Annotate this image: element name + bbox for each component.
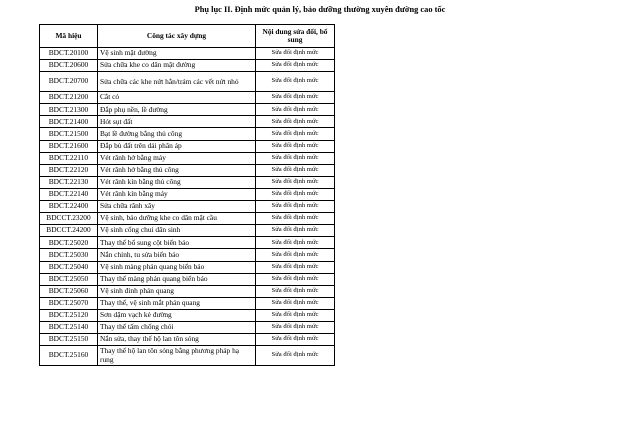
code-cell: BDCT.25070: [40, 297, 98, 309]
table-row: [40, 152, 335, 164]
table-row: [40, 249, 335, 261]
note-cell: Sửa đổi định mức: [256, 176, 335, 188]
note-cell: Sửa đổi định mức: [256, 48, 335, 60]
table-row: [40, 309, 335, 321]
table-row: [40, 164, 335, 176]
table-row: [40, 92, 335, 104]
code-cell: BDCT.22110: [40, 152, 98, 164]
note-cell: Sửa đổi định mức: [256, 164, 335, 176]
table-row: [40, 261, 335, 273]
code-cell: BDCT.21600: [40, 140, 98, 152]
table-row: [40, 60, 335, 72]
note-cell: Sửa đổi định mức: [256, 321, 335, 333]
work-cell: Sơn dặm vạch kẻ đường: [98, 309, 256, 321]
code-cell: BDCT.22140: [40, 188, 98, 200]
code-cell: BDCT.25160: [40, 346, 98, 366]
code-cell: BDCT.22130: [40, 176, 98, 188]
table-row: [40, 297, 335, 309]
work-cell: Thay thế hộ lan tôn sóng bằng phương pháp hạ rung: [98, 346, 256, 366]
work-cell: Vét rãnh hở bằng thủ công: [98, 164, 256, 176]
header-code: Mã hiệu: [40, 25, 98, 48]
note-cell: Sửa đổi định mức: [256, 140, 335, 152]
work-cell: Vệ sinh, bảo dưỡng khe co dãn mặt cầu: [98, 213, 256, 225]
code-cell: BDCT.25150: [40, 334, 98, 346]
table-row: [40, 225, 335, 237]
work-cell: Bạt lề đường bằng thủ công: [98, 128, 256, 140]
table-row: [40, 285, 335, 297]
table-row: [40, 321, 335, 333]
note-cell: Sửa đổi định mức: [256, 201, 335, 213]
code-cell: BDCT.22400: [40, 201, 98, 213]
note-cell: Sửa đổi định mức: [256, 249, 335, 261]
work-cell: Nắn sửa, thay thế hộ lan tôn sóng: [98, 334, 256, 346]
work-cell: Vét rãnh kín bằng máy: [98, 188, 256, 200]
table-row: [40, 116, 335, 128]
table-row: [40, 334, 335, 346]
code-cell: BDCCT.23200: [40, 213, 98, 225]
work-cell: Vét rãnh kín bằng thủ công: [98, 176, 256, 188]
code-cell: BDCT.22120: [40, 164, 98, 176]
code-cell: BDCT.20700: [40, 72, 98, 92]
work-cell: Hót sụt đất: [98, 116, 256, 128]
work-cell: Sửa chữa khe co dãn mặt đường: [98, 60, 256, 72]
work-cell: Cắt cỏ: [98, 92, 256, 104]
code-cell: BDCT.25040: [40, 261, 98, 273]
code-cell: BDCT.25030: [40, 249, 98, 261]
work-cell: Nắn chỉnh, tu sửa biển báo: [98, 249, 256, 261]
note-cell: Sửa đổi định mức: [256, 237, 335, 249]
table-row: [40, 72, 335, 92]
note-cell: Sửa đổi định mức: [256, 285, 335, 297]
note-cell: Sửa đổi định mức: [256, 273, 335, 285]
code-cell: BDCT.21200: [40, 92, 98, 104]
note-cell: Sửa đổi định mức: [256, 346, 335, 366]
code-cell: BDCT.25140: [40, 321, 98, 333]
work-cell: Vệ sinh đinh phản quang: [98, 285, 256, 297]
header-note: Nội dung sửa đổi, bổ sung: [256, 25, 335, 48]
note-cell: Sửa đổi định mức: [256, 334, 335, 346]
table-body: [40, 48, 335, 366]
note-cell: Sửa đổi định mức: [256, 213, 335, 225]
code-cell: BDCT.25120: [40, 309, 98, 321]
code-cell: BDCT.25050: [40, 273, 98, 285]
table-row: [40, 128, 335, 140]
code-cell: BDCT.20600: [40, 60, 98, 72]
code-cell: BDCCT.24200: [40, 225, 98, 237]
table-row: [40, 213, 335, 225]
note-cell: Sửa đổi định mức: [256, 72, 335, 92]
note-cell: Sửa đổi định mức: [256, 128, 335, 140]
code-cell: BDCT.21500: [40, 128, 98, 140]
work-cell: Thay thế, vệ sinh mắt phản quang: [98, 297, 256, 309]
header-work: Công tác xây dựng: [98, 25, 256, 48]
table-row: [40, 104, 335, 116]
table-row: [40, 140, 335, 152]
table-row: [40, 48, 335, 60]
note-cell: Sửa đổi định mức: [256, 225, 335, 237]
work-cell: Đắp phụ nền, lề đường: [98, 104, 256, 116]
note-cell: Sửa đổi định mức: [256, 92, 335, 104]
work-cell: Vệ sinh cống chui dân sinh: [98, 225, 256, 237]
code-cell: BDCT.25020: [40, 237, 98, 249]
note-cell: Sửa đổi định mức: [256, 60, 335, 72]
note-cell: Sửa đổi định mức: [256, 188, 335, 200]
note-cell: Sửa đổi định mức: [256, 297, 335, 309]
table-row: [40, 201, 335, 213]
work-cell: Thay thế màng phản quang biển báo: [98, 273, 256, 285]
note-cell: Sửa đổi định mức: [256, 261, 335, 273]
work-cell: Thay thế tấm chống chói: [98, 321, 256, 333]
norms-table: [39, 24, 335, 366]
code-cell: BDCT.25060: [40, 285, 98, 297]
table-row: [40, 273, 335, 285]
code-cell: BDCT.21400: [40, 116, 98, 128]
table-row: [40, 188, 335, 200]
code-cell: BDCT.20100: [40, 48, 98, 60]
work-cell: Vét rãnh hở bằng máy: [98, 152, 256, 164]
work-cell: Vệ sinh màng phản quang biển báo: [98, 261, 256, 273]
page-title: Phụ lục II. Định mức quản lý, bảo dưỡng thường xuyên đường cao tốc: [194, 5, 446, 14]
table-row: [40, 346, 335, 366]
work-cell: Sửa chữa các khe nứt hằn/trám các vết nứt nhỏ: [98, 72, 256, 92]
table-row: [40, 176, 335, 188]
note-cell: Sửa đổi định mức: [256, 309, 335, 321]
work-cell: Đắp bù đất trên dải phân áp: [98, 140, 256, 152]
work-cell: Sửa chữa rãnh xây: [98, 201, 256, 213]
work-cell: Vệ sinh mặt đường: [98, 48, 256, 60]
table-row: [40, 237, 335, 249]
note-cell: Sửa đổi định mức: [256, 104, 335, 116]
note-cell: Sửa đổi định mức: [256, 152, 335, 164]
code-cell: BDCT.21300: [40, 104, 98, 116]
table-header-row: [40, 25, 335, 48]
note-cell: Sửa đổi định mức: [256, 116, 335, 128]
work-cell: Thay thế bổ sung cột biển báo: [98, 237, 256, 249]
